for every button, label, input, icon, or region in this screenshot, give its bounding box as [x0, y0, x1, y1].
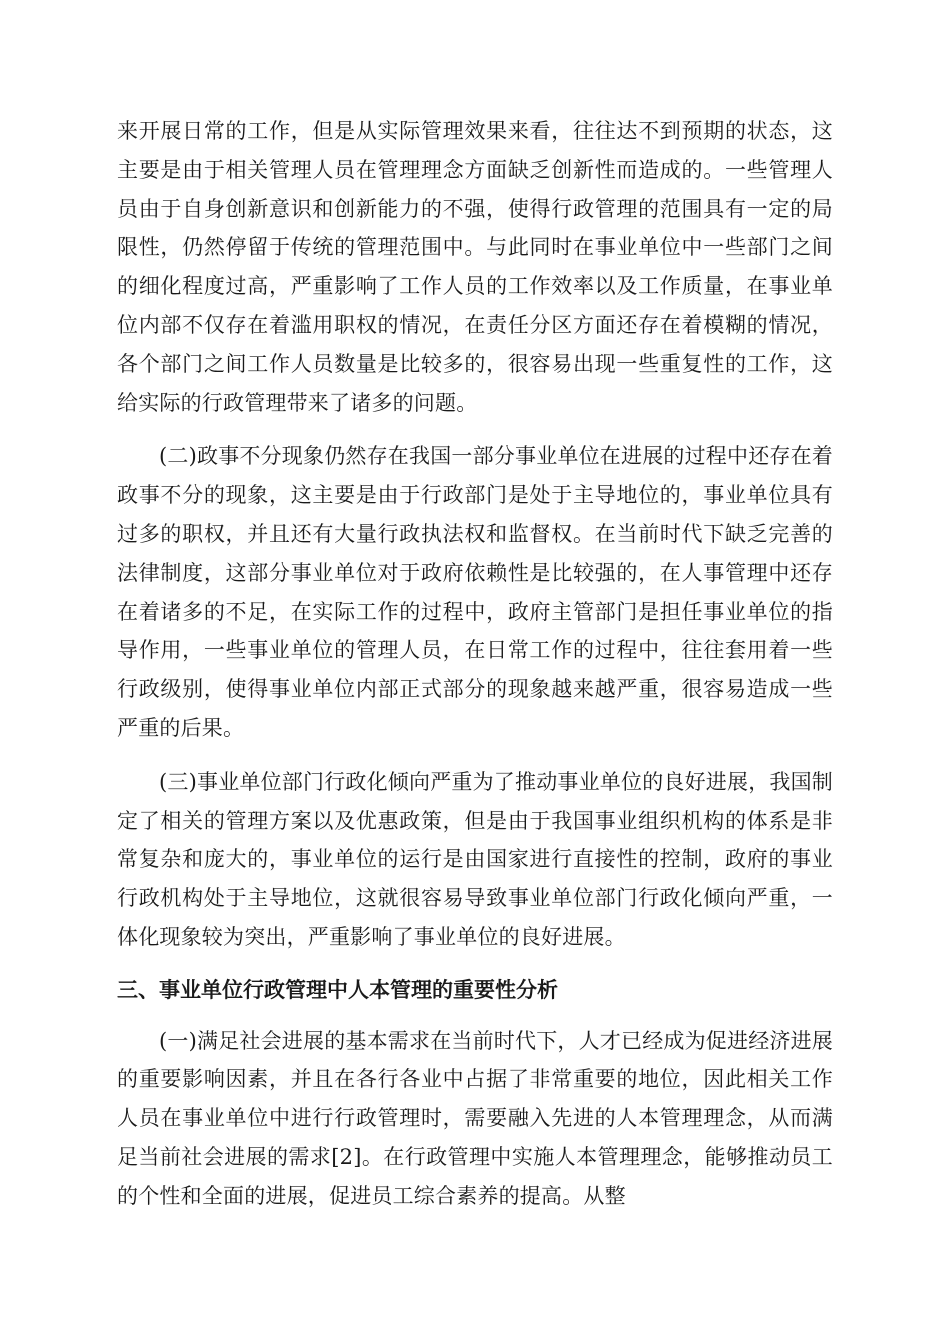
- paragraph-section-2: (二)政事不分现象仍然存在我国一部分事业单位在进展的过程中还存在着政事不分的现象，这主要是由于行政部门是处于主导地位的，事业单位具有过多的职权，并且还有大量行政执法权和监督权。在当前时代下缺乏完善的法律制度，这部分事业单位对于政府依赖性是比较强的，在人事管理中还存在着诸多的不足，在实际工作的过程中，政府主管部门是担任事业单位的指导作用，一些事业单位的管理人员，在日常工作的过程中，往往套用着一些行政级别，使得事业单位内部正式部分的现象越来越严重，很容易造成一些严重的后果。: [117, 444, 833, 740]
- paragraph-section-3: (三)事业单位部门行政化倾向严重为了推动事业单位的良好进展，我国制定了相关的管理方案以及优惠政策，但是由于我国事业组织机构的体系是非常复杂和庞大的，事业单位的运行是由国家进行直接性的控制，政府的事业行政机构处于主导地位，这就很容易导致事业单位部门行政化倾向严重，一体化现象较为突出，严重影响了事业单位的良好进展。: [117, 769, 833, 949]
- paragraph-continuation: 来开展日常的工作，但是从实际管理效果来看，往往达不到预期的状态，这主要是由于相关管理人员在管理理念方面缺乏创新性而造成的。一些管理人员由于自身创新意识和创新能力的不强，使得行政管理的范围具有一定的局限性，仍然停留于传统的管理范围中。与此同时在事业单位中一些部门之间的细化程度过高，严重影响了工作人员的工作效率以及工作质量，在事业单位内部不仅存在着滥用职权的情况，在责任分区方面还存在着模糊的情况，各个部门之间工作人员数量是比较多的，很容易出现一些重复性的工作，这给实际的行政管理带来了诸多的问题。: [117, 119, 833, 415]
- section-heading: 三、事业单位行政管理中人本管理的重要性分析: [117, 977, 558, 1002]
- paragraph-subsection-1: (一)满足社会进展的基本需求在当前时代下，人才已经成为促进经济进展的重要影响因素，并且在各行各业中占据了非常重要的地位，因此相关工作人员在事业单位中进行行政管理时，需要融入先进的人本管理理念，从而满足当前社会进展的需求[2]。在行政管理中实施人本管理理念，能够推动员工的个性和全面的进展，促进员工综合素养的提高。从整: [117, 1028, 833, 1208]
- document-page: [117, 112, 833, 1216]
